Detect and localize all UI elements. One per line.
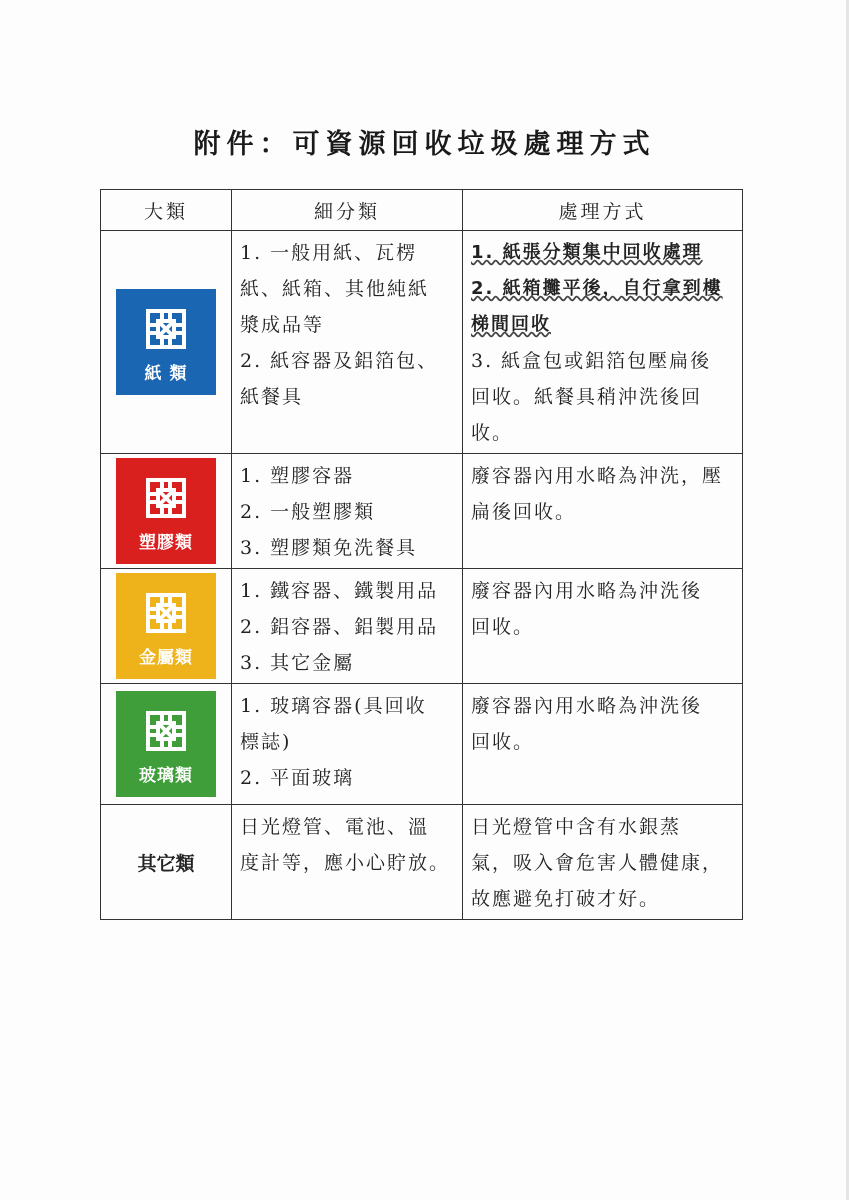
table-row-paper <box>101 231 743 454</box>
table-header-row <box>101 190 743 231</box>
sub-line: 2. 鋁容器、鋁製用品 <box>240 616 439 638</box>
recycle-icon <box>140 472 192 524</box>
subcategory-cell <box>232 231 463 454</box>
method-emphasis-line: 2. 紙箱攤平後，自行拿到樓 <box>471 278 723 299</box>
method-cell <box>463 454 743 569</box>
sub-line: 2. 一般塑膠類 <box>240 501 376 523</box>
sub-line: 2. 平面玻璃 <box>240 767 355 789</box>
category-cell <box>101 454 232 569</box>
recycle-icon <box>140 705 192 757</box>
sub-line: 3. 塑膠類免洗餐具 <box>240 537 418 559</box>
sub-line: 標誌) <box>240 731 292 753</box>
table-row-plastic <box>101 454 743 569</box>
sub-line: 日光燈管、電池、溫 <box>240 816 430 838</box>
method-line: 扁後回收。 <box>471 501 577 523</box>
table-row-other <box>101 805 743 920</box>
sub-line: 1. 玻璃容器(具回收 <box>240 695 427 717</box>
method-line: 故應避免打破才好。 <box>471 888 661 910</box>
category-label: 塑膠類 <box>139 533 193 553</box>
category-cell <box>101 805 232 920</box>
header-subcategory: 細分類 <box>232 190 463 231</box>
sub-line: 1. 一般用紙、瓦楞 <box>240 242 418 264</box>
method-emphasis-line: 1. 紙張分類集中回收處理 <box>471 242 703 263</box>
method-line: 廢容器內用水略為沖洗後 <box>471 580 703 602</box>
category-label: 玻璃類 <box>139 766 193 786</box>
method-cell <box>463 805 743 920</box>
metal-badge <box>116 573 216 679</box>
plastic-badge <box>116 458 216 564</box>
method-line: 收。 <box>471 422 514 444</box>
category-cell <box>101 684 232 805</box>
method-line: 回收。 <box>471 616 535 638</box>
method-line: 廢容器內用水略為沖洗，壓 <box>471 465 724 487</box>
glass-badge <box>116 691 216 797</box>
subcategory-cell <box>232 684 463 805</box>
method-line: 日光燈管中含有水銀蒸 <box>471 816 682 838</box>
category-label: 紙 類 <box>144 364 188 384</box>
method-line: 廢容器內用水略為沖洗後 <box>471 695 703 717</box>
method-cell <box>463 231 743 454</box>
header-method: 處理方式 <box>463 190 743 231</box>
recycle-icon <box>140 587 192 639</box>
category-cell <box>101 569 232 684</box>
sub-line: 3. 其它金屬 <box>240 652 355 674</box>
recycling-table <box>100 189 743 920</box>
category-label: 其它類 <box>137 852 195 875</box>
sub-line: 漿成品等 <box>240 314 325 336</box>
method-cell <box>463 684 743 805</box>
paper-badge <box>116 289 216 395</box>
table-row-glass <box>101 684 743 805</box>
subcategory-cell <box>232 454 463 569</box>
method-emphasis-line: 梯間回收 <box>471 314 551 335</box>
sub-line: 1. 塑膠容器 <box>240 465 355 487</box>
sub-line: 2. 紙容器及鋁箔包、 <box>240 350 439 372</box>
subcategory-cell <box>232 805 463 920</box>
sub-line: 紙、紙箱、其他純紙 <box>240 278 430 300</box>
method-line: 回收。 <box>471 731 535 753</box>
recycle-icon <box>140 303 192 355</box>
sub-line: 度計等，應小心貯放。 <box>240 852 451 874</box>
header-category: 大類 <box>101 190 232 231</box>
method-line: 回收。紙餐具稍沖洗後回 <box>471 386 703 408</box>
category-cell <box>101 231 232 454</box>
sub-line: 1. 鐵容器、鐵製用品 <box>240 580 439 602</box>
method-line: 氣，吸入會危害人體健康， <box>471 852 724 874</box>
page-title: 附件：可資源回收垃圾處理方式 <box>193 129 656 160</box>
category-label: 金屬類 <box>139 648 193 668</box>
table-row-metal <box>101 569 743 684</box>
method-cell <box>463 569 743 684</box>
subcategory-cell <box>232 569 463 684</box>
method-line: 3. 紙盒包或鋁箔包壓扁後 <box>471 350 712 372</box>
sub-line: 紙餐具 <box>240 386 304 408</box>
